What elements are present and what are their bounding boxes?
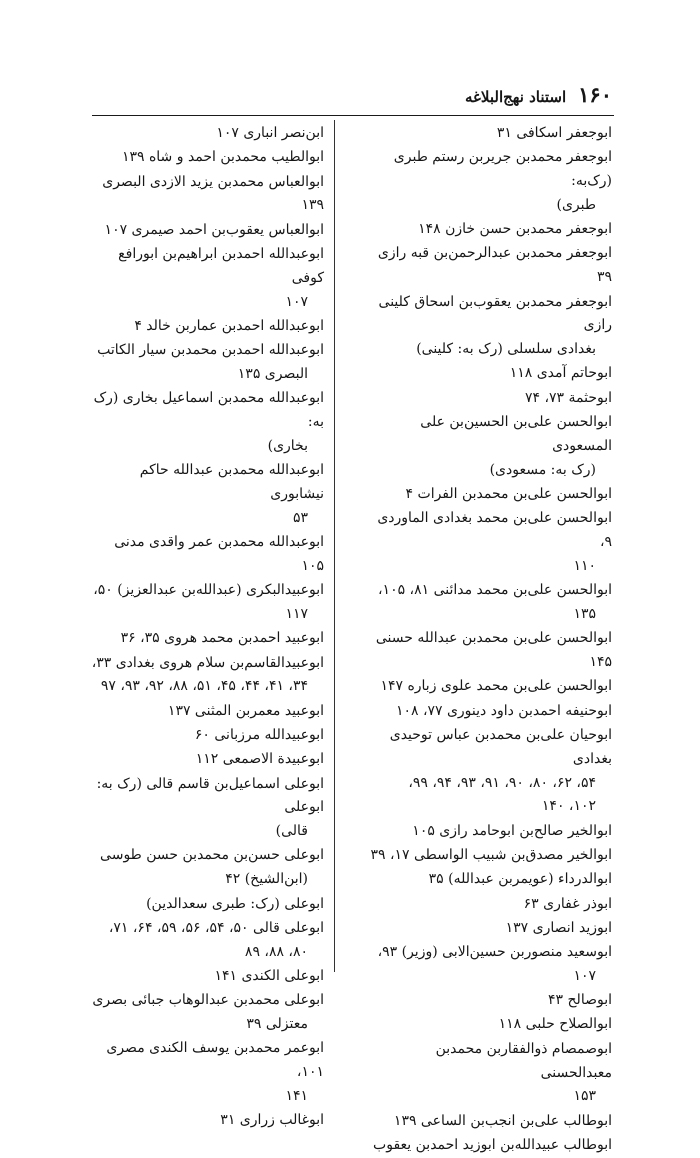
entry-name: ابوحنیفه احمدبن داود دینوری ۷۷، ۱۰۸ — [395, 702, 612, 719]
entry-name: ابوعبدالله احمدبن عماربن خالد ۴ — [134, 317, 324, 334]
entry-continuation: ۵۴، ۶۲، ۸۰، ۹۰، ۹۱، ۹۳، ۹۴، ۹۹، — [408, 774, 596, 791]
entry-name: ابوعبیدة الاصمعی ۱۱۲ — [195, 751, 324, 768]
entry-continuation: ۱۰۷ — [285, 293, 308, 310]
entry-name: ابوالحسن علی‌بن محمد بغدادی الماوردی ۹، — [377, 510, 612, 551]
index-entry — [90, 171, 324, 219]
index-entry — [362, 1110, 612, 1134]
entry-name: ابوذر غفاری ۶۳ — [523, 895, 612, 912]
index-entry — [362, 820, 612, 844]
entry-continuation: ۱۰۲، ۱۴۰ — [541, 798, 596, 815]
entry-name: ابن‌نصر انباری ۱۰۷ — [216, 125, 324, 141]
entry-continuation: البصری ۱۳۵ — [237, 365, 308, 382]
entry-name: ابوطالب عبیدالله‌بن ابوزید احمدبن یعقوب — [373, 1136, 612, 1153]
entry-name: ابوغالب زراری ۳۱ — [220, 1112, 324, 1129]
index-entry — [362, 507, 612, 578]
entry-continuation: معتزلی ۳۹ — [246, 1015, 308, 1032]
entry-name: ابوعلی حسن‌بن محمدبن حسن طوسی — [100, 847, 324, 864]
index-entry — [90, 893, 324, 917]
entry-name: ابوالحسن علی‌بن الحسین‌بن علی المسعودی — [420, 414, 612, 454]
index-entry — [90, 1109, 324, 1133]
entry-name: ابوعمر محمدبن یوسف الکندی مصری ۱۰۱، — [106, 1040, 324, 1081]
index-entry — [90, 844, 324, 892]
index-entry — [362, 675, 612, 699]
entry-name: ابوعلی قالی ۵۰، ۵۴، ۵۶، ۵۹، ۶۴، ۷۱، — [108, 919, 324, 936]
index-entry — [362, 146, 612, 217]
running-title: استناد نهج‌البلاغه — [465, 88, 567, 106]
entry-continuation: طبری) — [556, 196, 596, 213]
entry-name: ابوعبید معمربن المثنی ۱۳۷ — [167, 702, 324, 719]
index-entry — [90, 627, 324, 651]
entry-name: ابوعلی اسماعیل‌بن قاسم قالی (رک به: ابوعلی — [96, 775, 324, 816]
entry-name: ابوالحسن علی‌بن محمدبن الفرات ۴ — [405, 485, 612, 502]
entry-name: ابوحیان علی‌بن محمدبن عباس توحیدی بغدادی — [389, 726, 612, 767]
index-entry — [90, 219, 324, 243]
index-entry — [90, 387, 324, 458]
index-entry — [90, 773, 324, 844]
entry-name: ابوزید انصاری ۱۳۷ — [505, 919, 612, 936]
entry-continuation: ۱۵۳ — [573, 1088, 596, 1105]
entry-name: ابوالصلاح حلبی ۱۱۸ — [498, 1016, 612, 1033]
index-entry — [90, 965, 324, 989]
index-entry — [362, 917, 612, 941]
index-entry — [90, 315, 324, 339]
entry-name: ابوعلی محمدبن عبدالوهاب جبائی بصری — [92, 992, 324, 1009]
entry-name: ابوالخیر مصدق‌بن شبیب الواسطی ۱۷، ۳۹ — [370, 846, 612, 863]
page-header — [465, 82, 612, 107]
entry-continuation: ۳۴، ۴۱، ۴۴، ۴۵، ۵۱، ۸۸، ۹۲، ۹۳، ۹۷ — [100, 678, 308, 695]
entry-name: ابوالخیر صالح‌بن ابوحامد رازی ۱۰۵ — [412, 822, 612, 839]
index-entry — [362, 893, 612, 917]
index-entry — [362, 724, 612, 819]
page-number: ۱۶۰ — [578, 82, 612, 107]
entry-name: ابوحاتم آمدی ۱۱۸ — [509, 365, 612, 382]
index-entry — [90, 122, 324, 146]
index-entry — [90, 579, 324, 627]
entry-name: ابوالعباس محمدبن یزید الازدی البصری ۱۳۹ — [102, 173, 324, 214]
index-entry — [362, 1013, 612, 1037]
entry-name: ابوصالح ۴۳ — [548, 992, 612, 1009]
entry-continuation: ۱۱۰ — [573, 557, 596, 574]
header-rule — [92, 115, 614, 116]
entry-name: ابوجعفر محمدبن یعقوب‌بن اسحاق کلینی رازی — [378, 293, 612, 334]
index-entry — [90, 917, 324, 965]
entry-continuation: بغدادی سلسلی (رک به: کلینی) — [416, 341, 596, 358]
entry-name: ابوصمصام ذوالفقاربن محمدبن معبدالحسنی — [435, 1040, 612, 1081]
entry-continuation: قالی) — [275, 823, 308, 840]
index-column-left — [90, 122, 324, 1133]
entry-continuation: ۱۳۵ — [573, 605, 596, 622]
index-entry — [362, 387, 612, 411]
entry-name: ابوسعید منصوربن حسین‌الابی (وزیر) ۹۳، — [377, 944, 612, 961]
index-entry — [90, 748, 324, 772]
index-entry — [90, 724, 324, 748]
entry-continuation: (ابن‌الشیخ) ۴۲ — [225, 871, 308, 888]
entry-name: ابوعبیدالقاسم‌بن سلام هروی بغدادی ۳۳، — [91, 654, 324, 671]
index-entry — [362, 242, 612, 290]
index-entry — [90, 243, 324, 314]
index-entry — [90, 989, 324, 1037]
index-entry — [90, 459, 324, 530]
entry-name: ابوجعفر اسکافی ۳۱ — [496, 125, 612, 141]
index-column-right — [362, 122, 612, 1158]
entry-name: ابوعبدالله احمدبن ابراهیم‌بن ابورافع کوفی — [118, 245, 324, 286]
index-entry — [362, 868, 612, 892]
entry-name: ابوجعفر محمدبن حسن خازن ۱۴۸ — [418, 221, 612, 238]
entry-continuation: ۱۱۷ — [285, 605, 308, 622]
entry-name: ابوعبدالله محمدبن عبدالله حاکم نیشابوری — [139, 462, 324, 502]
entry-name: ابوالحسن علی‌بن محمدبن عبدالله حسنی ۱۴۵ — [375, 630, 612, 671]
entry-name: ابوالطیب محمدبن احمد و شاه ۱۳۹ — [121, 149, 324, 166]
entry-continuation: ۸۰، ۸۸، ۸۹ — [244, 943, 308, 960]
index-entry — [362, 362, 612, 386]
entry-name: ابوعبیدالبکری (عبدالله‌بن عبدالعزیز) ۵۰، — [93, 582, 324, 599]
entry-name: ابوجعفر محمدبن عبدالرحمن‌بن قبه رازی ۳۹ — [377, 245, 612, 286]
entry-name: ابوالحسن علی‌بن محمد علوی زباره ۱۴۷ — [380, 678, 612, 695]
entry-name: ابوطالب علی‌بن انجب‌بن الساعی ۱۳۹ — [393, 1112, 612, 1129]
entry-name: ابوجعفر محمدبن جریربن رستم طبری (رک‌به: — [393, 149, 612, 190]
index-entry — [362, 1038, 612, 1109]
index-entry — [362, 122, 612, 146]
index-entry — [362, 989, 612, 1013]
entry-name: ابوعبدالله محمدبن اسماعیل بخاری (رک به: — [93, 390, 324, 431]
index-entry — [90, 652, 324, 700]
column-divider — [334, 120, 335, 972]
entry-name: ابوعبدالله محمدبن عمر واقدی مدنی ۱۰۵ — [114, 534, 324, 574]
entry-continuation: ۵۳ — [292, 509, 308, 526]
index-entry — [362, 627, 612, 675]
index-entry — [362, 844, 612, 868]
index-entry — [90, 1037, 324, 1108]
entry-continuation: (رک به: مسعودی) — [489, 461, 596, 478]
index-entry — [90, 531, 324, 579]
entry-name: ابوالدرداء (عویمربن عبدالله) ۳۵ — [428, 871, 612, 888]
entry-name: ابوالعباس یعقوب‌بن احمد صیمری ۱۰۷ — [104, 221, 324, 238]
entry-name: ابوعلی الکندی ۱۴۱ — [214, 967, 324, 984]
index-entry — [362, 941, 612, 989]
entry-name: ابوعبید احمدبن محمد هروی ۳۵، ۳۶ — [120, 630, 324, 647]
entry-continuation: ۱۴۱ — [285, 1087, 308, 1104]
index-entry — [362, 483, 612, 507]
index-entry — [90, 700, 324, 724]
index-entry — [362, 700, 612, 724]
entry-name: ابوحثمة ۷۳، ۷۴ — [524, 389, 612, 406]
index-entry — [90, 146, 324, 170]
index-entry — [362, 411, 612, 482]
entry-continuation: ۱۰۷ — [573, 967, 596, 984]
index-entry — [90, 339, 324, 387]
index-entry — [362, 579, 612, 627]
entry-continuation: بخاری) — [267, 437, 308, 454]
entry-name: ابوالحسن علی‌بن محمد مدائنی ۸۱، ۱۰۵، — [378, 582, 612, 599]
entry-name: ابوعلی (رک: طبری سعدالدین) — [146, 895, 324, 912]
entry-name: ابوعبدالله احمدبن محمدبن سیار الکاتب — [97, 342, 324, 359]
index-entry — [362, 1134, 612, 1158]
entry-name: ابوعبیدالله مرزبانی ۶۰ — [194, 726, 324, 743]
index-entry — [362, 291, 612, 362]
index-entry — [362, 218, 612, 242]
